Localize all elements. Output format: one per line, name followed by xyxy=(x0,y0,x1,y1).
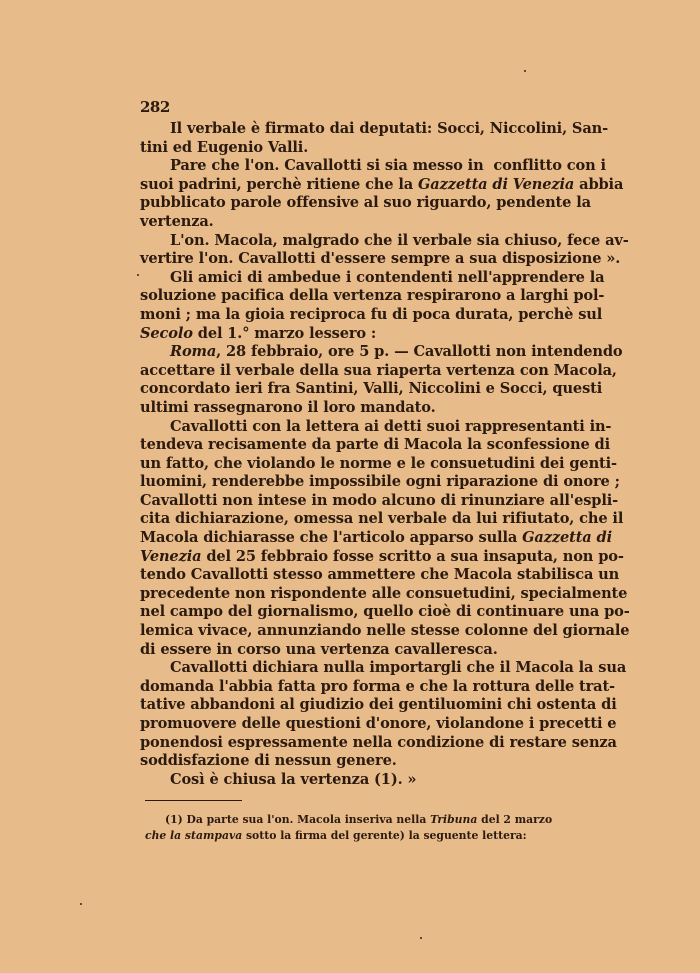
text-line xyxy=(140,250,621,269)
text-segment: Il verbale è firmato dai deputati: Socci, Niccolini, San- xyxy=(170,120,608,137)
text-segment: (1) Da parte sua l'on. Macola inseriva nella xyxy=(165,813,431,826)
text-line xyxy=(140,696,617,715)
text-line xyxy=(140,213,558,232)
text-line xyxy=(140,547,624,567)
text-segment: vertire l'on. Cavallotti d'essere sempre a sua disposizione ». xyxy=(140,250,621,268)
text-line xyxy=(140,677,615,697)
text-line xyxy=(140,268,605,288)
text-segment: tendeva recisamente da parte di Macola la sconfessione di xyxy=(140,436,610,454)
text-segment: ponendosi espressamente nella condizione di restare senza xyxy=(140,733,617,751)
text-segment: Macola dichiarasse che l'articolo apparso sulla xyxy=(140,529,523,547)
text-line xyxy=(140,305,603,325)
text-line xyxy=(140,510,624,529)
text-segment: soddisfazione di nessun genere. xyxy=(140,752,397,770)
text-line xyxy=(140,120,608,139)
text-line xyxy=(140,491,619,511)
body-text xyxy=(140,120,630,789)
footnote-separator xyxy=(145,800,242,801)
text-line xyxy=(140,566,620,585)
text-segment: un fatto, che violando le norme e le consuetudini dei genti- xyxy=(140,454,617,472)
text-segment: del 25 febbraio fosse scritto a sua insaputa, non po- xyxy=(201,547,624,565)
text-segment: Cavallotti non intese in modo alcuno di rinunziare all'espli- xyxy=(140,491,619,509)
text-line xyxy=(140,157,606,176)
text-line xyxy=(140,529,612,548)
scan-speck xyxy=(524,70,526,72)
text-line xyxy=(140,287,605,306)
text-segment: L'on. Macola, malgrado che il verbale sia chiuso, fece av- xyxy=(170,231,629,249)
text-line xyxy=(140,771,558,790)
scan-speck xyxy=(420,937,422,939)
italic-text: Gazzetta di Venezia xyxy=(417,175,575,193)
text-segment: abbia xyxy=(574,175,624,193)
footnote-line xyxy=(145,812,558,828)
text-segment: precedente non rispondente alle consuetudini, specialmente xyxy=(140,584,628,602)
text-line xyxy=(140,454,617,474)
text-segment: Cavallotti dichiara nulla importargli che il Macola la sua xyxy=(170,659,627,677)
page-number: 282 xyxy=(140,98,170,116)
text-line xyxy=(140,473,620,492)
text-segment: luomini, renderebbe impossibile ogni riparazione di onore ; xyxy=(140,473,620,491)
text-line xyxy=(140,194,591,213)
italic-text: Secolo xyxy=(140,324,193,342)
italic-text: Gazzetta di xyxy=(522,529,612,547)
text-line xyxy=(140,659,627,678)
text-segment: del 1.° marzo lessero : xyxy=(192,324,377,342)
italic-text: Roma xyxy=(170,343,217,361)
text-segment: lemica vivace, annunziando nelle stesse colonne del giornale xyxy=(140,622,630,640)
text-segment: Gli amici di ambedue i contendenti nell'apprendere la xyxy=(170,268,605,286)
text-line xyxy=(140,715,617,734)
text-segment: tini ed Eugenio Valli. xyxy=(140,138,309,156)
italic-text: Tribuna xyxy=(430,813,478,826)
scan-speck xyxy=(80,903,82,905)
text-line xyxy=(140,380,603,399)
text-line xyxy=(140,139,558,158)
text-line xyxy=(140,231,629,251)
text-segment: cita dichiarazione, omessa nel verbale da lui rifiutato, che il xyxy=(140,510,624,528)
text-segment: Pare che l'on. Cavallotti si sia messo in conflitto con i xyxy=(170,157,606,175)
text-line xyxy=(140,343,623,362)
text-segment: , 28 febbraio, ore 5 p. — Cavallotti non intendendo xyxy=(216,343,623,361)
text-segment: tative abbandoni al giudizio dei gentiluomini chi ostenta di xyxy=(140,696,617,714)
text-segment: ultimi rassegnarono il loro mandato. xyxy=(140,398,436,416)
text-line xyxy=(140,417,612,437)
footnote xyxy=(145,812,558,844)
text-line xyxy=(140,325,558,344)
text-segment: di essere in corso una vertenza cavalleresca. xyxy=(140,640,498,658)
text-segment: tendo Cavallotti stesso ammettere che Macola stabilisca un xyxy=(140,566,620,584)
text-segment: sotto la firma del gerente) la seguente lettera: xyxy=(242,829,527,842)
text-segment: promuovere delle questioni d'onore, violandone i precetti e xyxy=(140,715,617,732)
text-segment: vertenza. xyxy=(140,212,214,230)
text-segment: domanda l'abbia fatta pro forma e che la rottura delle trat- xyxy=(140,677,615,695)
italic-text: che la stampava xyxy=(145,829,243,842)
text-line xyxy=(140,436,610,455)
text-segment: del 2 marzo xyxy=(477,813,553,826)
text-line xyxy=(140,175,624,195)
text-line xyxy=(140,603,630,622)
text-segment: pubblicato parole offensive al suo riguardo, pendente la xyxy=(140,194,591,212)
text-line xyxy=(140,361,617,381)
text-segment: moni ; ma la gioia reciproca fu di poca durata, perchè sul xyxy=(140,305,603,323)
text-line xyxy=(140,399,558,418)
text-segment: Così è chiusa la vertenza (1). » xyxy=(170,770,417,788)
scan-speck xyxy=(137,274,139,276)
text-segment: accettare il verbale della sua riaperta vertenza con Macola, xyxy=(140,361,617,379)
text-segment: nel campo del giornalismo, quello cioè di continuare una po- xyxy=(140,603,630,621)
text-line xyxy=(140,733,617,753)
text-line xyxy=(140,752,558,771)
italic-text: Venezia xyxy=(140,547,202,565)
text-segment: soluzione pacifica della vertenza respirarono a larghi pol- xyxy=(140,287,605,305)
text-line xyxy=(140,622,630,641)
footnote-line xyxy=(145,828,558,844)
text-segment: suoi padrini, perchè ritiene che la xyxy=(140,175,418,193)
text-line xyxy=(140,641,558,660)
text-line xyxy=(140,584,628,604)
text-segment: Cavallotti con la lettera ai detti suoi rappresentanti in- xyxy=(170,417,612,435)
text-segment: concordato ieri fra Santini, Valli, Niccolini e Socci, questi xyxy=(140,380,603,398)
